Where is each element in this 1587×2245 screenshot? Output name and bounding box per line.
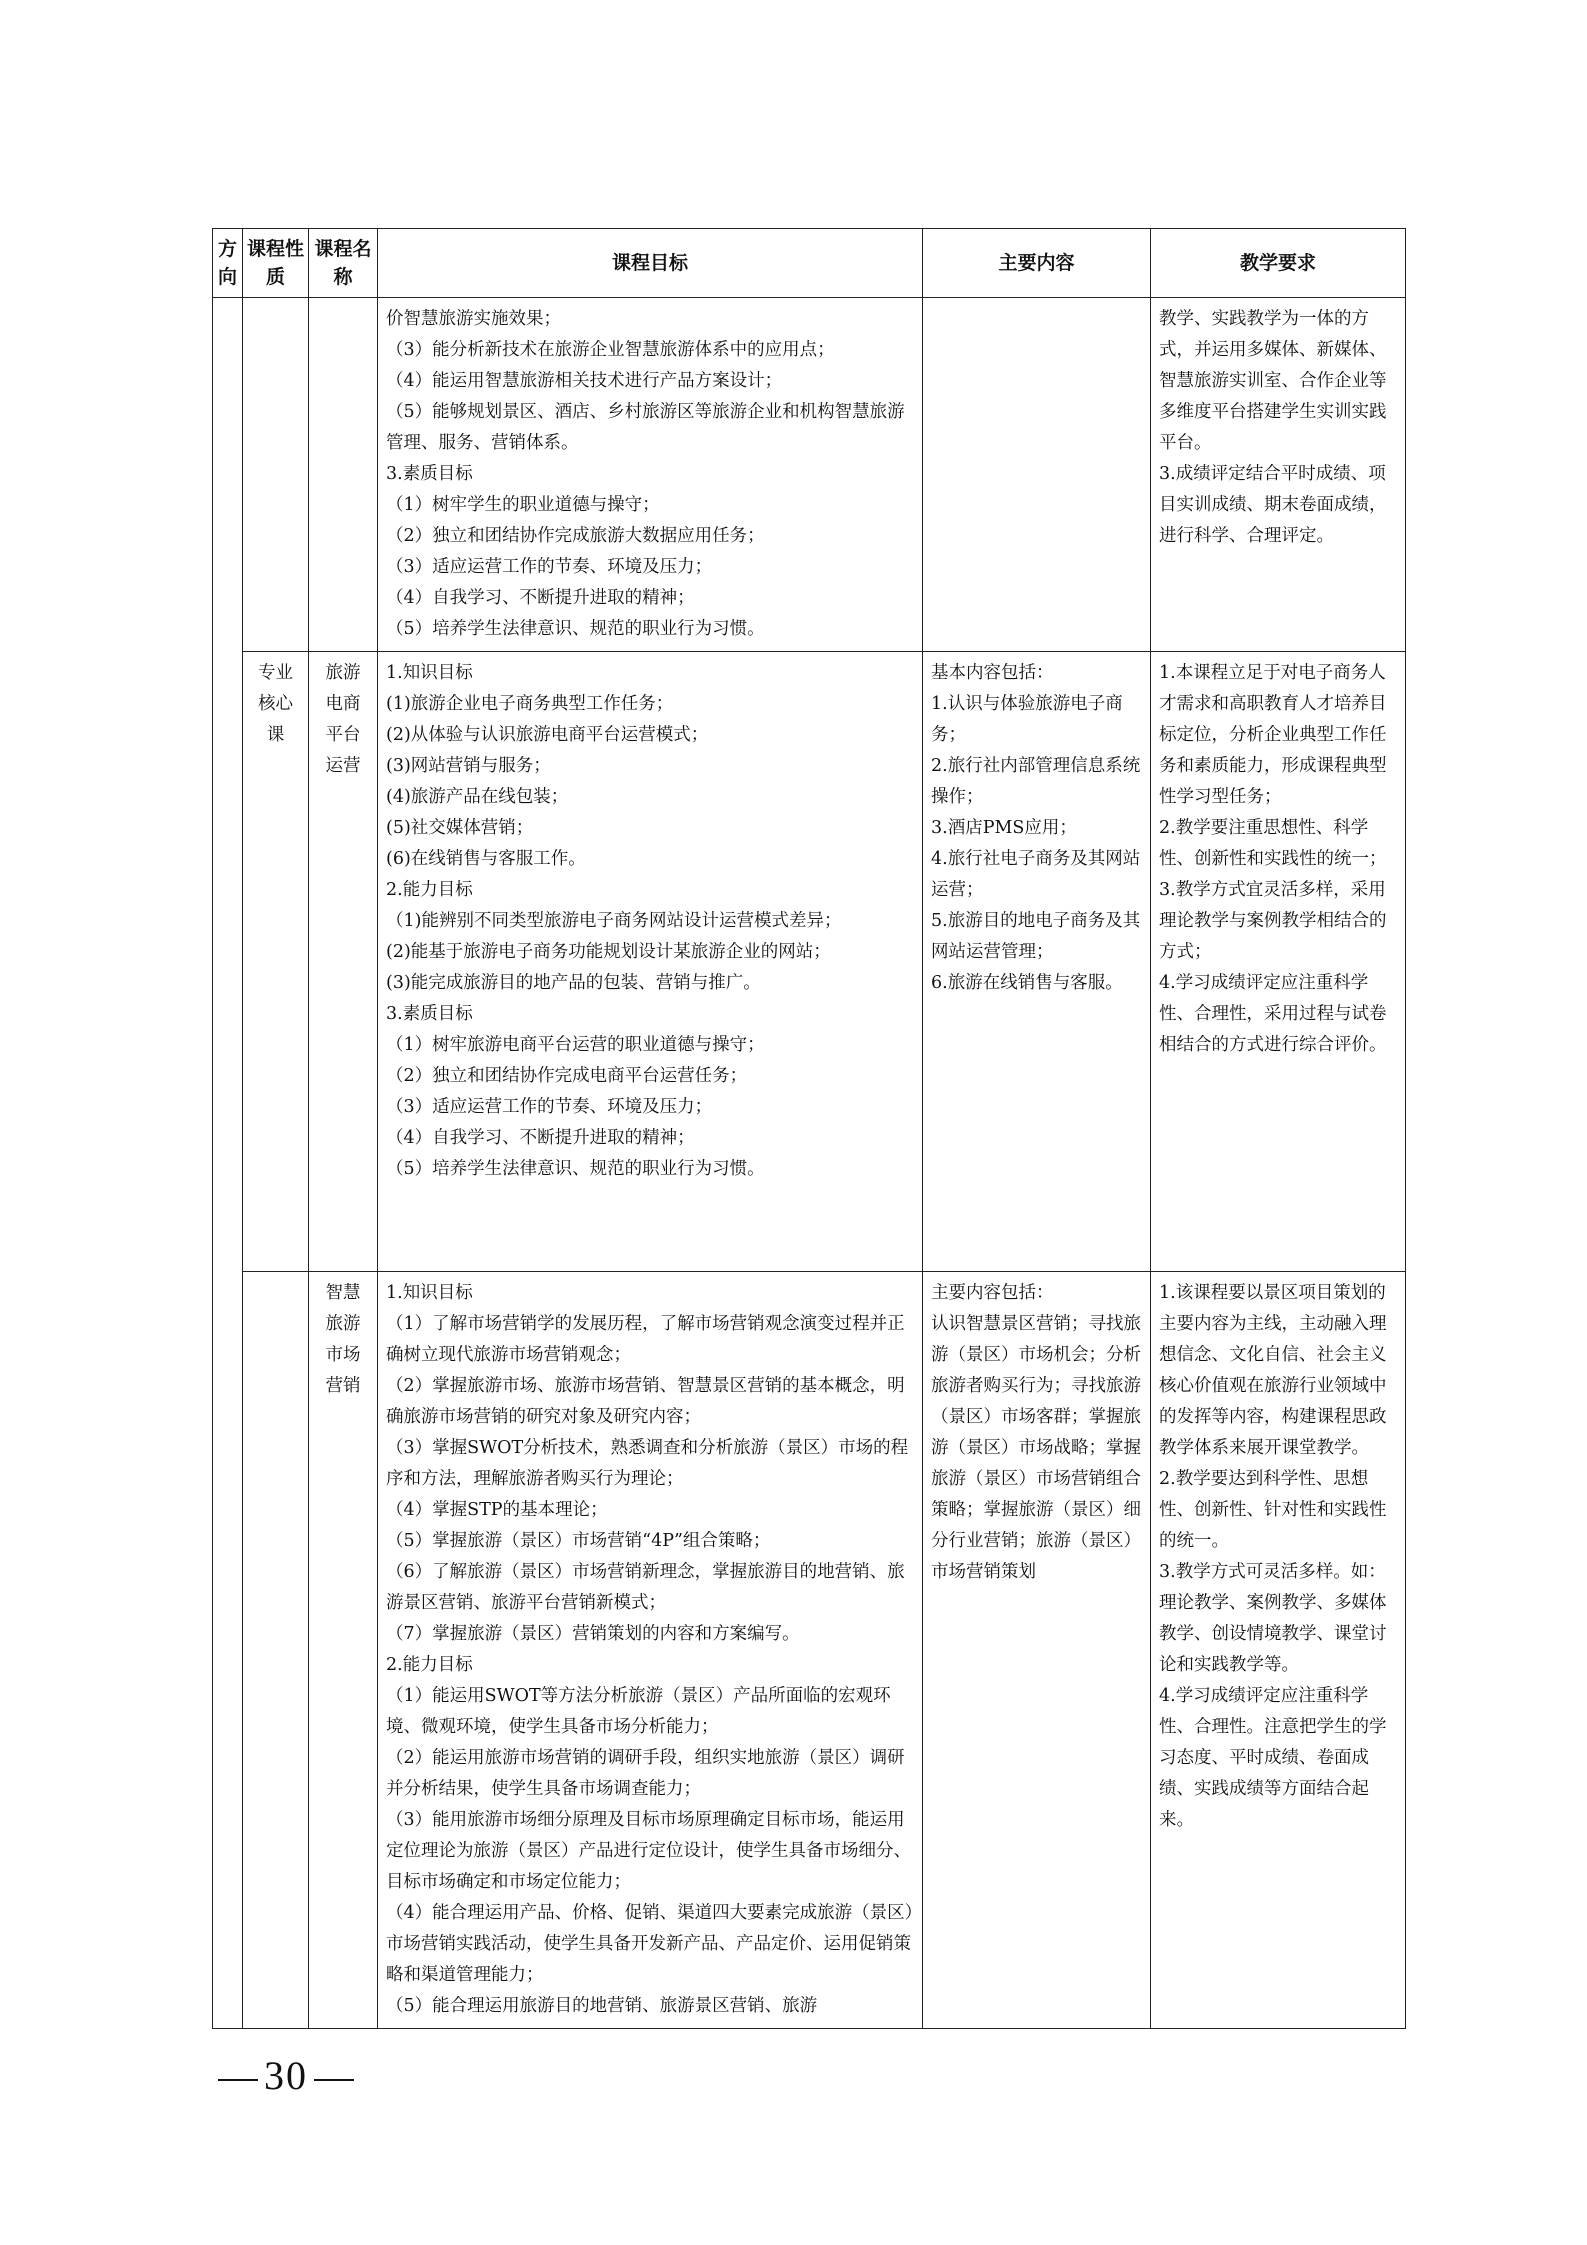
content-line: 6.旅游在线销售与客服。 <box>931 973 1123 993</box>
objectives-cell <box>378 1272 923 2029</box>
objective-line: （5）培养学生法律意识、规范的职业行为习惯。 <box>386 1159 765 1179</box>
objective-line: （3）能用旅游市场细分原理及目标市场原理确定目标市场，能运用定位理论为旅游（景区）产品进行定位设计，使学生具备市场细分、目标市场确定和市场定位能力； <box>386 1810 911 1892</box>
content-line: 1.认识与体验旅游电子商务； <box>931 694 1123 745</box>
objective-line: 3.素质目标 <box>386 1004 473 1024</box>
header-nature: 课程性质 <box>243 229 309 298</box>
objective-line: （5）能合理运用旅游目的地营销、旅游景区营销、旅游 <box>386 1996 818 2016</box>
objective-line: （1）了解市场营销学的发展历程，了解市场营销观念演变过程并正确树立现代旅游市场营销观念； <box>386 1314 905 1365</box>
page-number-dash-right <box>314 2079 354 2081</box>
requirement-line: 1.该课程要以景区项目策划的主要内容为主线，主动融入理想信念、文化自信、社会主义核心价值观在旅游行业领域中的发挥等内容，构建课程思政教学体系来展开课堂教学。 <box>1159 1283 1387 1458</box>
content-line: 3.酒店PMS应用； <box>931 818 1077 838</box>
nature-cell: 专业核心课 <box>243 652 309 1272</box>
name-cell <box>309 298 378 652</box>
nature-cell <box>243 1272 309 2029</box>
requirement-line: 2.教学要达到科学性、思想性、创新性、针对性和实践性的统一。 <box>1159 1469 1387 1551</box>
objective-line: （6）了解旅游（景区）市场营销新理念，掌握旅游目的地营销、旅游景区营销、旅游平台营销新模式； <box>386 1562 905 1613</box>
requirement-line: 2.教学要注重思想性、科学性、创新性和实践性的统一； <box>1159 818 1387 869</box>
objective-line: （2）独立和团结协作完成电商平台运营任务； <box>386 1066 748 1086</box>
content-cell <box>923 1272 1151 2029</box>
objective-line: (1)旅游企业电子商务典型工作任务； <box>386 694 674 714</box>
objective-line: （4）自我学习、不断提升进取的精神； <box>386 1128 695 1148</box>
requirement-line: 4.学习成绩评定应注重科学性、合理性。注意把学生的学习态度、平时成绩、卷面成绩、实践成绩等方面结合起来。 <box>1159 1686 1387 1830</box>
objective-line: （2）掌握旅游市场、旅游市场营销、智慧景区营销的基本概念，明确旅游市场营销的研究对象及研究内容； <box>386 1376 905 1427</box>
requirements-cell <box>1151 298 1406 652</box>
table-row <box>213 652 1406 1272</box>
objective-line: 2.能力目标 <box>386 880 473 900</box>
content-line: 5.旅游目的地电子商务及其网站运营管理； <box>931 911 1141 962</box>
header-direction: 方向 <box>213 229 243 298</box>
objective-line: （5）能够规划景区、酒店、乡村旅游区等旅游企业和机构智慧旅游管理、服务、营销体系。 <box>386 402 905 453</box>
objective-line: （5）培养学生法律意识、规范的职业行为习惯。 <box>386 619 765 639</box>
content-line: 主要内容包括： <box>931 1283 1054 1303</box>
name-cell: 旅游电商平台运营 <box>309 652 378 1272</box>
requirements-cell <box>1151 1272 1406 2029</box>
content-line: 4.旅行社电子商务及其网站运营； <box>931 849 1141 900</box>
page-number-dash-left <box>218 2079 258 2081</box>
objective-line: （7）掌握旅游（景区）营销策划的内容和方案编写。 <box>386 1624 800 1644</box>
objective-line: （3）能分析新技术在旅游企业智慧旅游体系中的应用点； <box>386 340 835 360</box>
curriculum-table <box>212 228 1406 2029</box>
objective-line: （3）掌握SWOT分析技术，熟悉调查和分析旅游（景区）市场的程序和方法，理解旅游者购买行为理论； <box>386 1438 909 1489</box>
objective-line: （4）自我学习、不断提升进取的精神； <box>386 588 695 608</box>
table-header-row <box>213 229 1406 298</box>
objective-line: 1.知识目标 <box>386 1283 473 1303</box>
header-requirements: 教学要求 <box>1151 229 1406 298</box>
table-row <box>213 298 1406 652</box>
objective-line: 1.知识目标 <box>386 663 473 683</box>
requirement-line: 3.教学方式可灵活多样。如：理论教学、案例教学、多媒体教学、创设情境教学、课堂讨论和实践教学等。 <box>1159 1562 1387 1675</box>
content-line: 2.旅行社内部管理信息系统操作； <box>931 756 1141 807</box>
objective-line: （1）树牢学生的职业道德与操守； <box>386 495 660 515</box>
objective-line: （2）独立和团结协作完成旅游大数据应用任务； <box>386 526 765 546</box>
objective-line: （1）能运用SWOT等方法分析旅游（景区）产品所面临的宏观环境、微观环境，使学生具备市场分析能力； <box>386 1686 891 1737</box>
direction-cell <box>213 298 243 2029</box>
objective-line: （1）树牢旅游电商平台运营的职业道德与操守； <box>386 1035 765 1055</box>
objective-line: （4）能运用智慧旅游相关技术进行产品方案设计； <box>386 371 783 391</box>
objective-line: （1)能辨别不同类型旅游电子商务网站设计运营模式差异； <box>386 911 842 931</box>
content-cell <box>923 652 1151 1272</box>
objectives-cell <box>378 298 923 652</box>
content-cell <box>923 298 1151 652</box>
objective-line: (3)网站营销与服务； <box>386 756 551 776</box>
objective-line: (4)旅游产品在线包装； <box>386 787 569 807</box>
requirement-line: 4.学习成绩评定应注重科学性、合理性，采用过程与试卷相结合的方式进行综合评价。 <box>1159 973 1387 1055</box>
objective-line: （2）能运用旅游市场营销的调研手段，组织实地旅游（景区）调研并分析结果，使学生具备市场调查能力； <box>386 1748 905 1799</box>
page-number <box>212 2052 360 2099</box>
objective-line: (2)能基于旅游电子商务功能规划设计某旅游企业的网站； <box>386 942 831 962</box>
page-number-value: 30 <box>264 2053 308 2098</box>
objective-line: (6)在线销售与客服工作。 <box>386 849 586 869</box>
nature-cell <box>243 298 309 652</box>
objective-line: (2)从体验与认识旅游电商平台运营模式； <box>386 725 709 745</box>
objective-line: 3.素质目标 <box>386 464 473 484</box>
name-cell: 智慧旅游市场营销 <box>309 1272 378 2029</box>
header-content: 主要内容 <box>923 229 1151 298</box>
table-row <box>213 1272 1406 2029</box>
objective-line: （4）掌握STP的基本理论； <box>386 1500 608 1520</box>
objective-line: （3）适应运营工作的节奏、环境及压力； <box>386 557 713 577</box>
objective-line: (5)社交媒体营销； <box>386 818 534 838</box>
content-line: 基本内容包括： <box>931 663 1054 683</box>
requirements-cell <box>1151 652 1406 1272</box>
objective-line: 价智慧旅游实施效果； <box>386 309 561 329</box>
objective-line: (3)能完成旅游目的地产品的包装、营销与推广。 <box>386 973 761 993</box>
requirement-line: 1.本课程立足于对电子商务人才需求和高职教育人才培养目标定位，分析企业典型工作任务和素质能力，形成课程典型性学习型任务； <box>1159 663 1387 807</box>
objective-line: （5）掌握旅游（景区）市场营销“4P”组合策略； <box>386 1531 771 1551</box>
objective-line: 2.能力目标 <box>386 1655 473 1675</box>
header-name: 课程名称 <box>309 229 378 298</box>
header-objectives: 课程目标 <box>378 229 923 298</box>
requirement-line: 3.教学方式宜灵活多样，采用理论教学与案例教学相结合的方式； <box>1159 880 1387 962</box>
requirement-line: 教学、实践教学为一体的方式，并运用多媒体、新媒体、智慧旅游实训室、合作企业等多维度平台搭建学生实训实践平台。 <box>1159 309 1387 453</box>
requirement-line: 3.成绩评定结合平时成绩、项目实训成绩、期末卷面成绩，进行科学、合理评定。 <box>1159 464 1387 546</box>
objectives-cell <box>378 652 923 1272</box>
content-line: 认识智慧景区营销；寻找旅游（景区）市场机会；分析旅游者购买行为；寻找旅游（景区）市场客群；掌握旅游（景区）市场战略；掌握旅游（景区）市场营销组合策略；掌握旅游（景区）细分行业营销；旅游（景区）市场营销策划 <box>931 1314 1141 1582</box>
objective-line: （3）适应运营工作的节奏、环境及压力； <box>386 1097 713 1117</box>
objective-line: （4）能合理运用产品、价格、促销、渠道四大要素完成旅游（景区）市场营销实践活动，使学生具备开发新产品、产品定价、运用促销策略和渠道管理能力； <box>386 1903 914 1985</box>
